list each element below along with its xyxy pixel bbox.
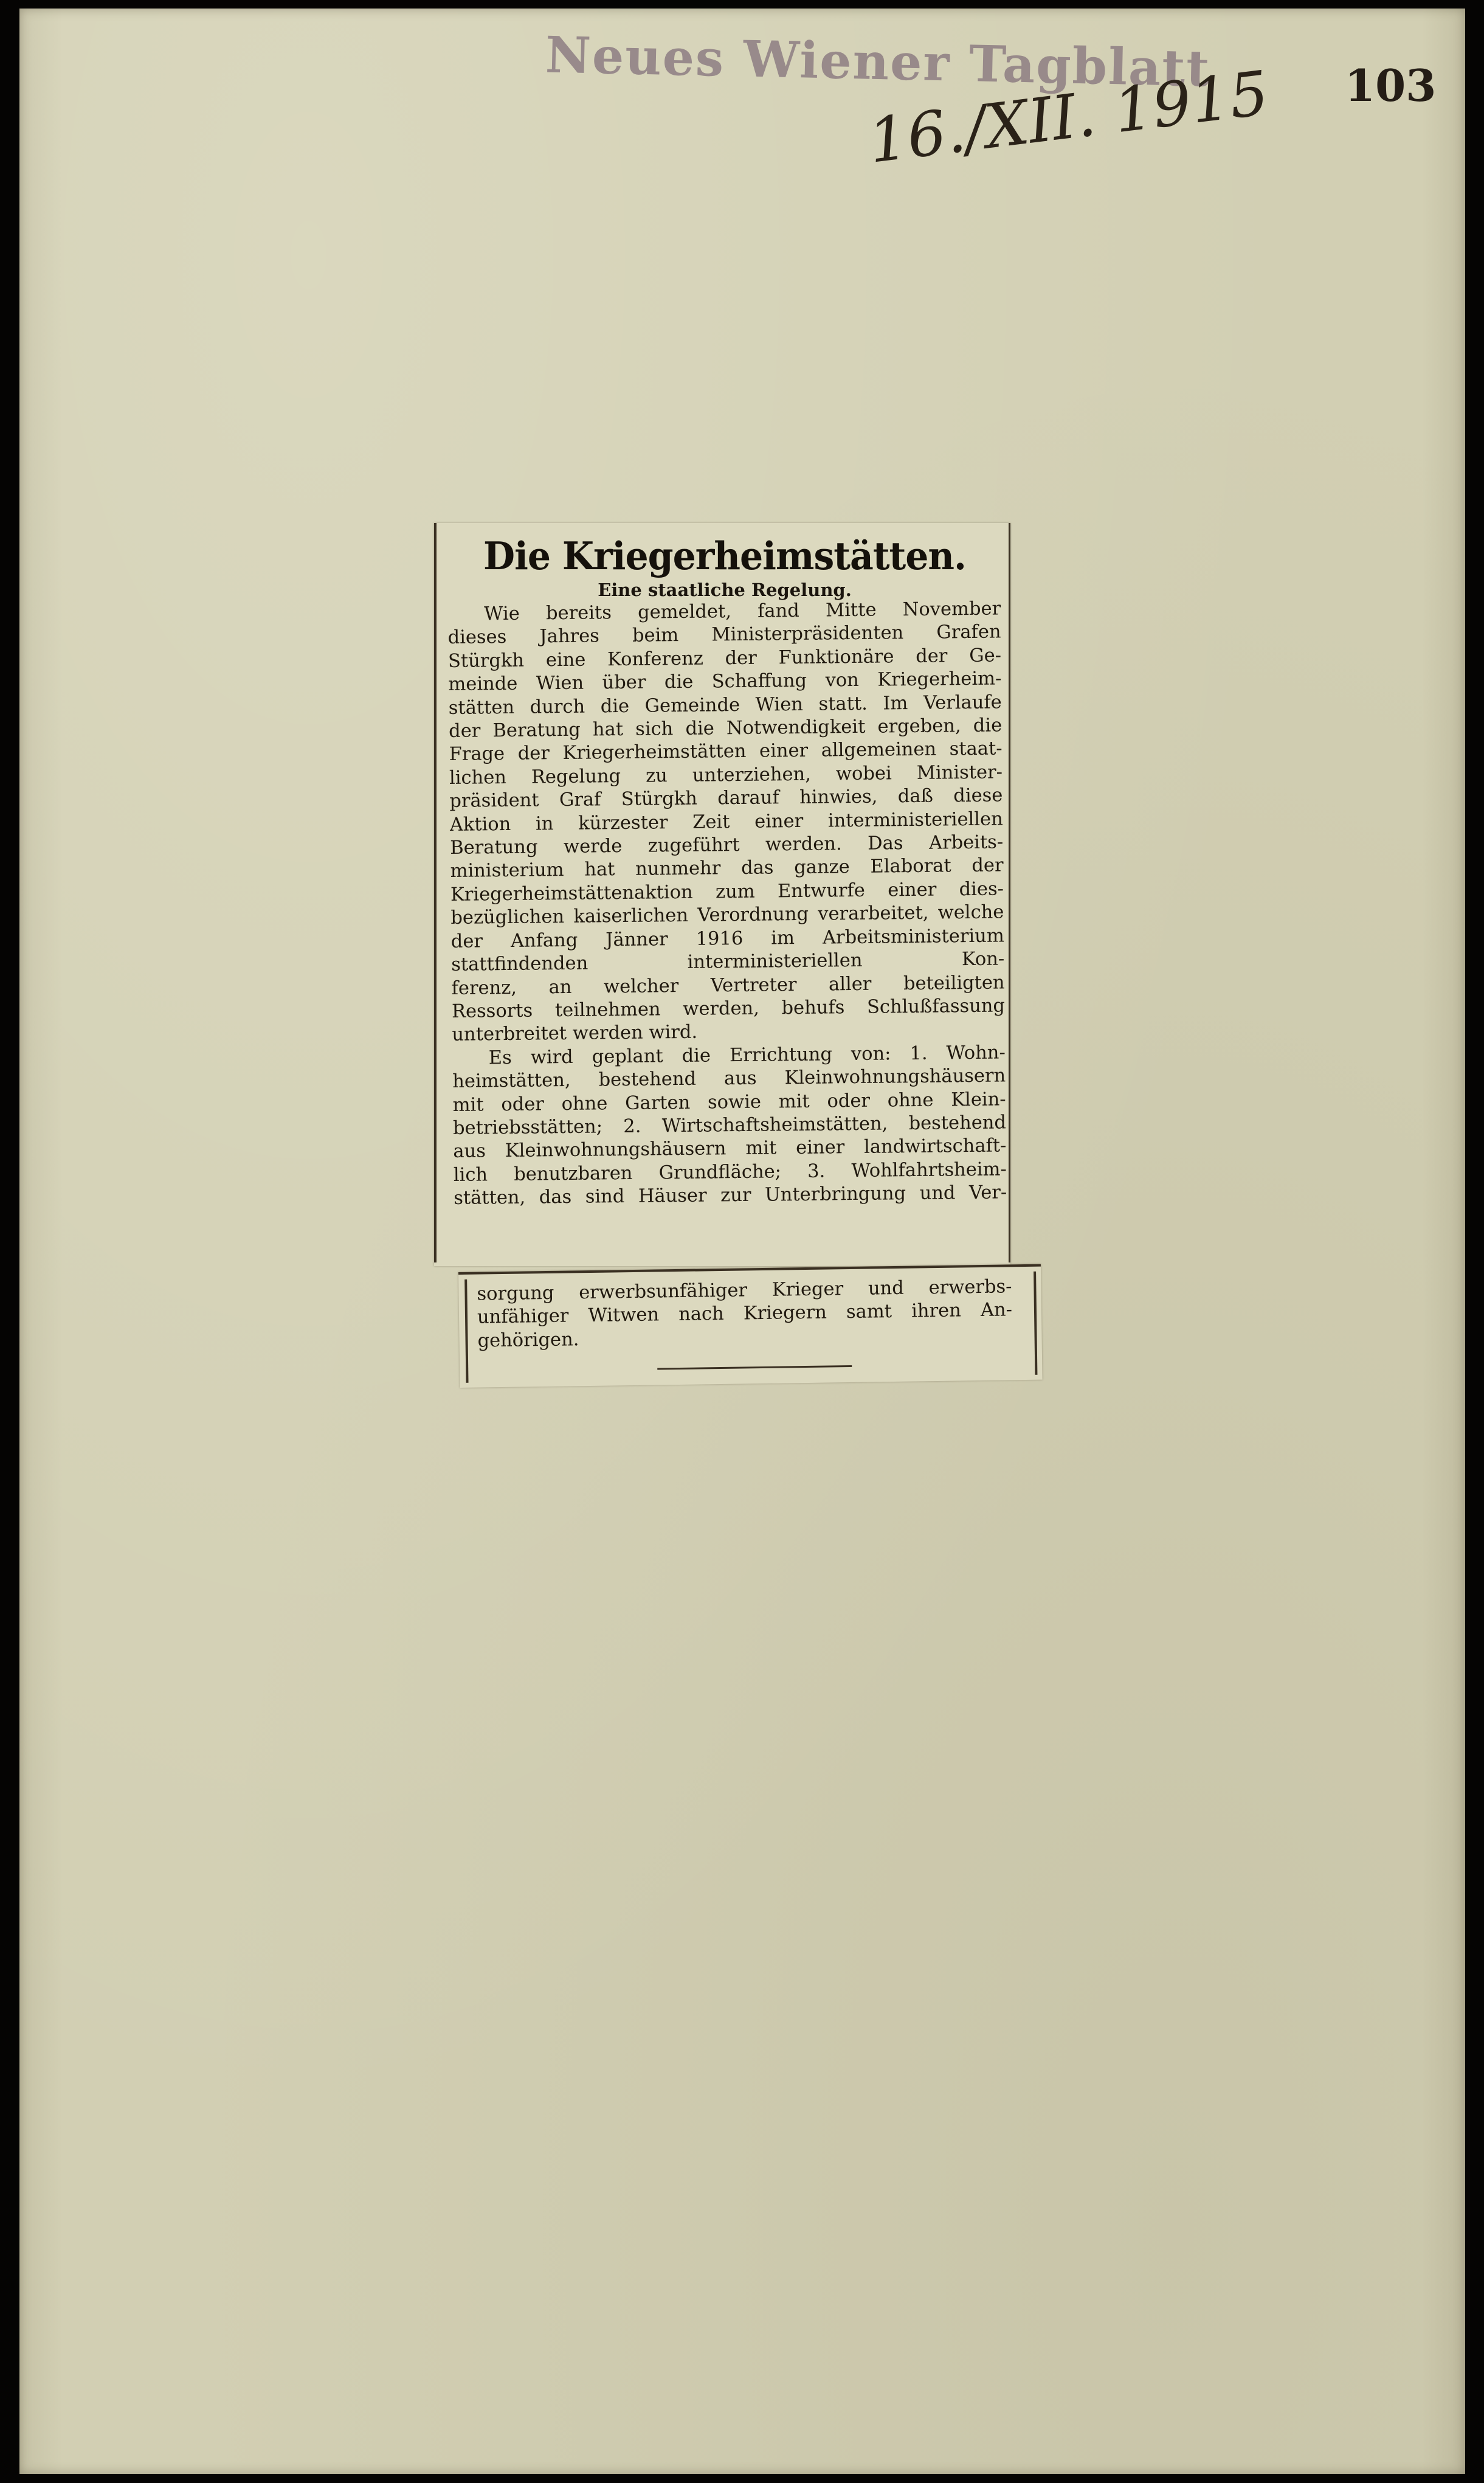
article-body bbox=[447, 597, 1007, 1210]
article-line: stätten, das sind Häuser zur Unterbringung und Ver- bbox=[454, 1182, 1007, 1210]
continuation-line: sorgung erwerbsunfähiger Krieger und erwerbs- bbox=[477, 1276, 1012, 1305]
article-line: dieses Jahres beim Ministerpräsidenten Grafen bbox=[447, 621, 1001, 649]
article-line: ministerium hat nunmehr das ganze Elaborat der bbox=[450, 854, 1004, 882]
article-line: lichen Regelung zu unterziehen, wobei Minister- bbox=[449, 761, 1003, 789]
article-subheadline: Eine staatliche Regelung. bbox=[598, 580, 852, 600]
article-line: präsident Graf Stürgkh darauf hinwies, daß diese bbox=[449, 784, 1003, 812]
newspaper-name-stamp: Neues Wiener Tagblatt bbox=[545, 26, 1212, 99]
article-line: mit oder ohne Garten sowie mit oder ohne Klein- bbox=[452, 1088, 1006, 1116]
article-line: lich benutzbaren Grundfläche; 3. Wohlfahrtsheim- bbox=[453, 1158, 1007, 1186]
article-line: Wie bereits gemeldet, fand Mitte November bbox=[484, 598, 1001, 625]
article-line: meinde Wien über die Schaffung von Kriegerheim- bbox=[448, 668, 1002, 696]
article-line: der Beratung hat sich die Notwendigkeit ergeben, die bbox=[449, 715, 1003, 743]
article-line: Aktion in kürzester Zeit einer interministeriellen bbox=[449, 808, 1003, 836]
continuation-line: unfähiger Witwen nach Kriegern samt ihren An- bbox=[477, 1299, 1013, 1328]
article-line: ferenz, an welcher Vertreter aller beteiligten bbox=[451, 971, 1005, 999]
article-line: Es wird geplant die Errichtung von: 1. Wohn- bbox=[488, 1042, 1006, 1069]
clipping-continuation bbox=[458, 1264, 1043, 1388]
clipping-main-column bbox=[434, 523, 1010, 1262]
continuation-line: gehörigen. bbox=[477, 1329, 579, 1352]
handwritten-date: 16./XII. 1915 bbox=[865, 57, 1272, 177]
article-line: stattfindenden interministeriellen Kon- bbox=[451, 948, 1005, 976]
article-line: der Anfang Jänner 1916 im Arbeitsministerium bbox=[450, 925, 1004, 952]
article-headline: Die Kriegerheimstätten. bbox=[483, 534, 966, 579]
archive-sheet bbox=[19, 9, 1465, 2474]
article-line: Kriegerheimstättenaktion zum Entwurfe einer dies- bbox=[450, 878, 1004, 906]
page-number: 103 bbox=[1345, 60, 1437, 111]
newspaper-clipping bbox=[434, 523, 1013, 1352]
article-line: aus Kleinwohnungshäusern mit einer landwirtschaft- bbox=[453, 1135, 1007, 1163]
article-line: Stürgkh eine Konferenz der Funktionäre der Ge- bbox=[447, 645, 1002, 672]
article-line: Ressorts teilnehmen werden, behufs Schlußfassung bbox=[451, 995, 1006, 1022]
article-line: Frage der Kriegerheimstätten einer allgemeinen staat- bbox=[449, 738, 1003, 766]
article-line: Beratung werde zugeführt werden. Das Arbeits- bbox=[450, 831, 1004, 859]
article-line: unterbreitet werden wird. bbox=[452, 1022, 698, 1046]
article-line: betriebsstätten; 2. Wirtschaftsheimstätten, bestehend bbox=[452, 1112, 1007, 1139]
article-line: heimstätten, bestehend aus Kleinwohnungshäusern bbox=[452, 1065, 1006, 1093]
article-line: stätten durch die Gemeinde Wien statt. Im Verlaufe bbox=[448, 691, 1002, 719]
article-line: bezüglichen kaiserlichen Verordnung verarbeitet, welche bbox=[450, 901, 1004, 929]
continuation-text bbox=[477, 1275, 1013, 1352]
